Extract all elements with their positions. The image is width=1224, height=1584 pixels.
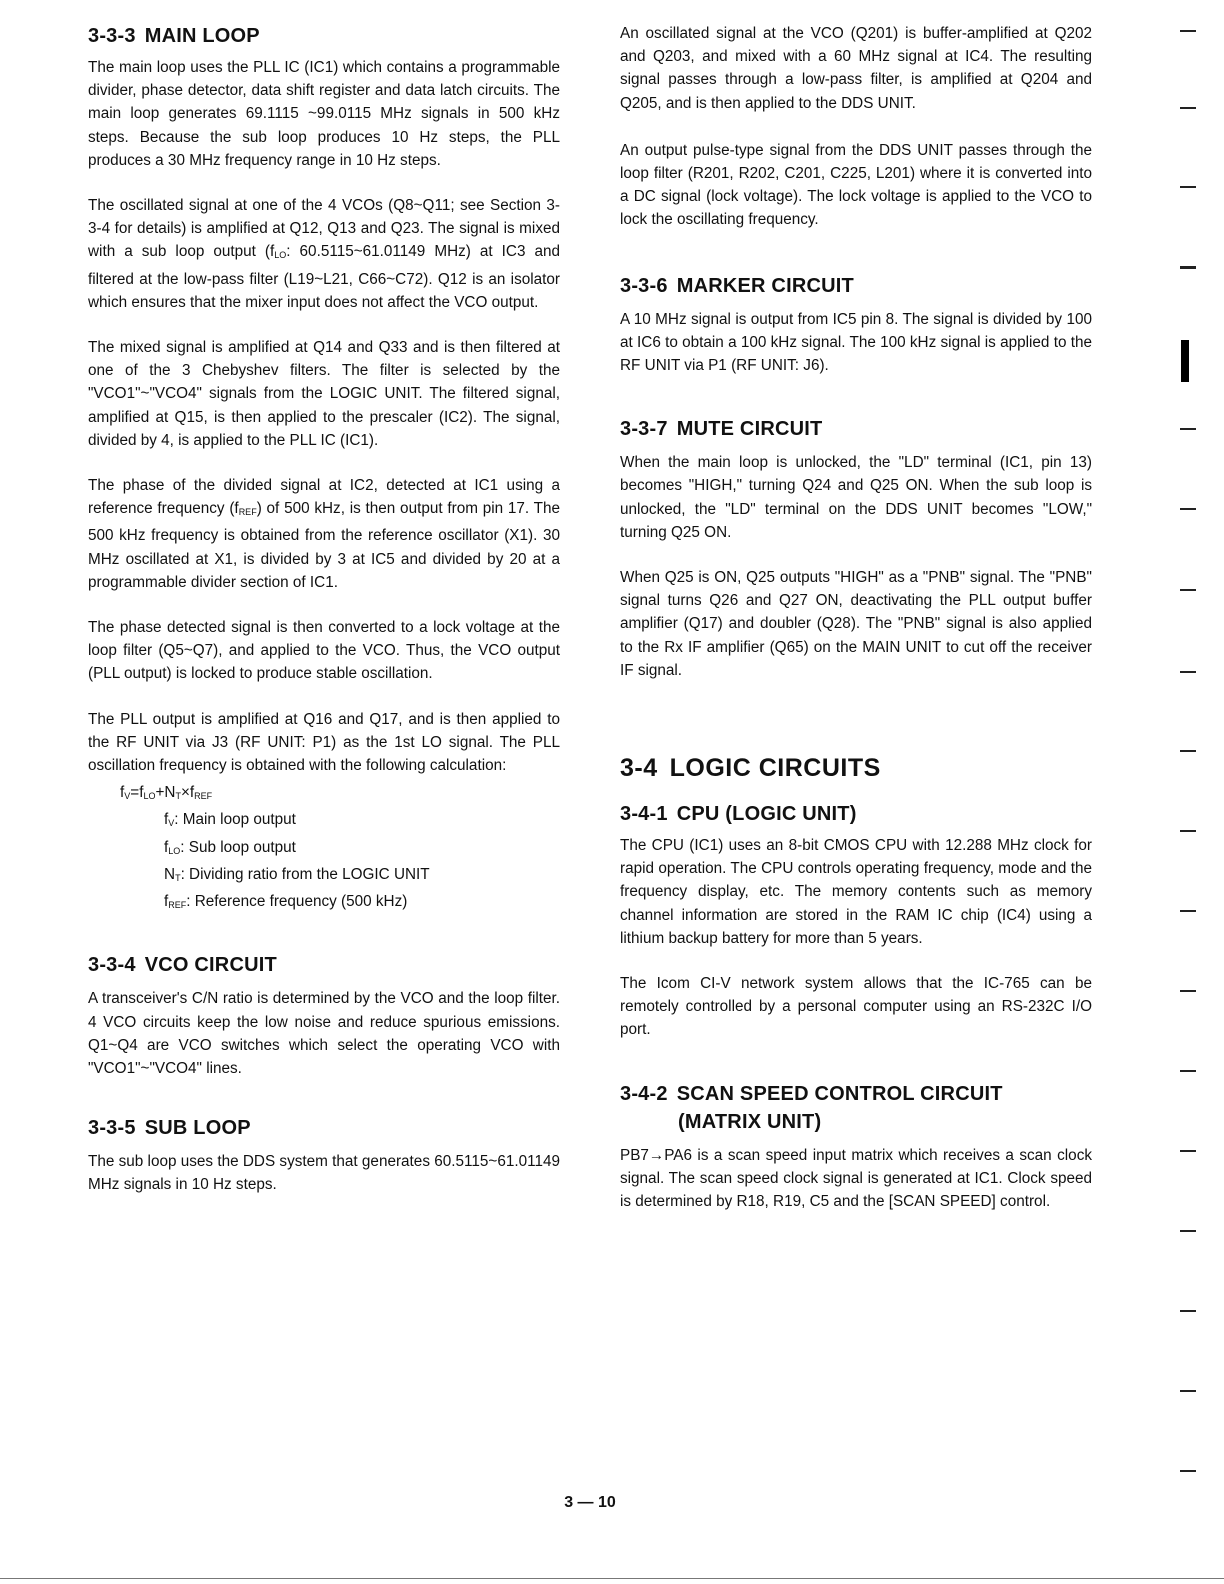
- paragraph: The phase detected signal is then converted to a lock voltage at the loop filter (Q5~Q7), and applied to the VCO. Thus, the VCO output (PLL output) is locked to produce stable oscillation.: [88, 619, 560, 683]
- paragraph: A transceiver's C/N ratio is determined by the VCO and the loop filter. 4 VCO circuits keep the low noise and reduce spurious emissions. Q1~Q4 are VCO switches which select the operating VCO with "VCO1"~"VCO4" lines.: [88, 990, 560, 1077]
- paragraph: An output pulse-type signal from the DDS UNIT passes through the loop filter (R201, R202, C201, C225, L201) where it is converted into a DC signal (lock voltage). The lock voltage is applied to the VCO to lock the oscillating frequency.: [620, 141, 1092, 229]
- page-number: 3 — 10: [564, 1494, 616, 1511]
- left-column: [88, 22, 560, 1197]
- paragraph: When Q25 is ON, Q25 outputs "HIGH" as a "PNB" signal. The "PNB" signal turns Q26 and Q27 ON, deactivating the PLL output buffer amplifier (Q17) and doubler (Q28). The "PNB" signal is also applied to the Rx IF amplifier (Q65) on the MAIN UNIT to cut off the receiver IF signal.: [620, 569, 1092, 679]
- paragraph: PB7→PA6 is a scan speed input matrix which receives a scan clock signal. The scan speed clock signal is generated at IC1. Clock speed is determined by R18, R19, C5 and the [SCAN SPEED] control.: [620, 1146, 1092, 1211]
- paragraph: The PLL output is amplified at Q16 and Q17, and is then applied to the RF UNIT via J3 (RF UNIT: P1) as the 1st LO signal. The PLL oscillation frequency is obtained with the following calculation:: [88, 710, 560, 775]
- heading-3-3-3: 3-3-3 MAIN LOOP: [88, 25, 260, 47]
- heading-3-3-6: 3-3-6 MARKER CIRCUIT: [620, 274, 854, 297]
- paragraph: An oscillated signal at the VCO (Q201) is buffer-amplified at Q202 and Q203, and mixed with a 60 MHz signal at IC4. The resulting signal passes through a low-pass filter, is amplified at Q204 and Q205, and is then applied to the DDS UNIT.: [620, 25, 1092, 112]
- paragraph: The oscillated signal at one of the 4 VCOs (Q8~Q11; see Section 3-3-4 for details) is amplified at Q12, Q13 and Q23. The signal is mixed with a sub loop output ($f_{LO}$: 60.5115~61.01149 MHz) at IC3 and filtered at the low-pass filter (L19~L21, C66~C72). Q12 is an isolator which ensures that the mixer input does not affect the VCO output.: [88, 197, 560, 311]
- formula-definition: $f_V$: Main loop output: [164, 811, 296, 829]
- heading-3-3-5: 3-3-5 SUB LOOP: [88, 1117, 251, 1140]
- formula-definition: $f_{REF}$: Reference frequency (500 kHz): [164, 893, 408, 911]
- paragraph: The Icom CI-V network system allows that the IC-765 can be remotely controlled by a personal computer using an RS-232C I/O port.: [620, 975, 1092, 1039]
- formula-equation: $f_V=f_{LO}+N_T\times f_{REF}$: [120, 784, 213, 802]
- right-column: [620, 22, 1092, 1213]
- paragraph: The CPU (IC1) uses an 8-bit CMOS CPU with 12.288 MHz clock for rapid operation. The CPU controls operating frequency, mode and the frequency display, etc. The memory contents such as memory channel information are stored in the RAM IC chip (IC4) using a lithium backup battery for more than 5 years.: [620, 837, 1092, 947]
- paragraph: The mixed signal is amplified at Q14 and Q33 and is then filtered at one of the 3 Chebyshev filters. The filter is selected by the "VCO1"~"VCO4" signals from the LOGIC UNIT. The filtered signal, amplified at Q15, is then applied to the prescaler (IC2). The signal, divided by 4, is applied to the PLL IC (IC1).: [88, 339, 560, 449]
- bottom-rule: [0, 1578, 1224, 1579]
- heading-3-4: 3-4 LOGIC CIRCUITS: [620, 754, 881, 783]
- paragraph: The main loop uses the PLL IC (IC1) which contains a programmable divider, phase detector, data shift register and data latch circuits. The main loop generates 69.1115 ~99.0115 MHz signals in 500 kHz steps. Because the sub loop produces 10 Hz steps, the PLL produces a 30 MHz frequency range in 10 Hz steps.: [88, 59, 560, 169]
- heading-3-4-1: 3-4-1 CPU (LOGIC UNIT): [620, 803, 857, 826]
- paragraph: The sub loop uses the DDS system that generates 60.5115~61.01149 MHz signals in 10 Hz steps.: [88, 1153, 560, 1194]
- paragraph: A 10 MHz signal is output from IC5 pin 8. The signal is divided by 100 at IC6 to obtain a 100 kHz signal. The 100 kHz signal is applied to the RF UNIT via P1 (RF UNIT: J6).: [620, 310, 1092, 375]
- pll-formula: [88, 781, 560, 917]
- formula-definition: $f_{LO}$: Sub loop output: [164, 838, 296, 856]
- heading-3-3-7: 3-3-7 MUTE CIRCUIT: [620, 418, 823, 441]
- heading-3-3-4: 3-3-4 VCO CIRCUIT: [88, 954, 277, 977]
- paragraph: The phase of the divided signal at IC2, detected at IC1 using a reference frequency $(f_{REF})$ of 500 kHz, is then output from pin 17. The 500 kHz frequency is obtained from the reference oscillator (X1). 30 MHz oscillated at X1, is divided by 3 at IC5 and divided by 20 at a programmable divider section of IC1.: [88, 477, 561, 591]
- paragraph: When the main loop is unlocked, the "LD" terminal (IC1, pin 13) becomes "HIGH," turning Q24 and Q25 ON. When the sub loop is unlocked, the "LD" terminal on the DDS UNIT becomes "LOW," turning Q25 ON.: [620, 454, 1092, 541]
- heading-3-4-2: 3-4-2 SCAN SPEED CONTROL CIRCUIT (MATRIX UNIT): [620, 1082, 1003, 1133]
- formula-definition: $N_T$: Dividing ratio from the LOGIC UNIT: [164, 865, 430, 883]
